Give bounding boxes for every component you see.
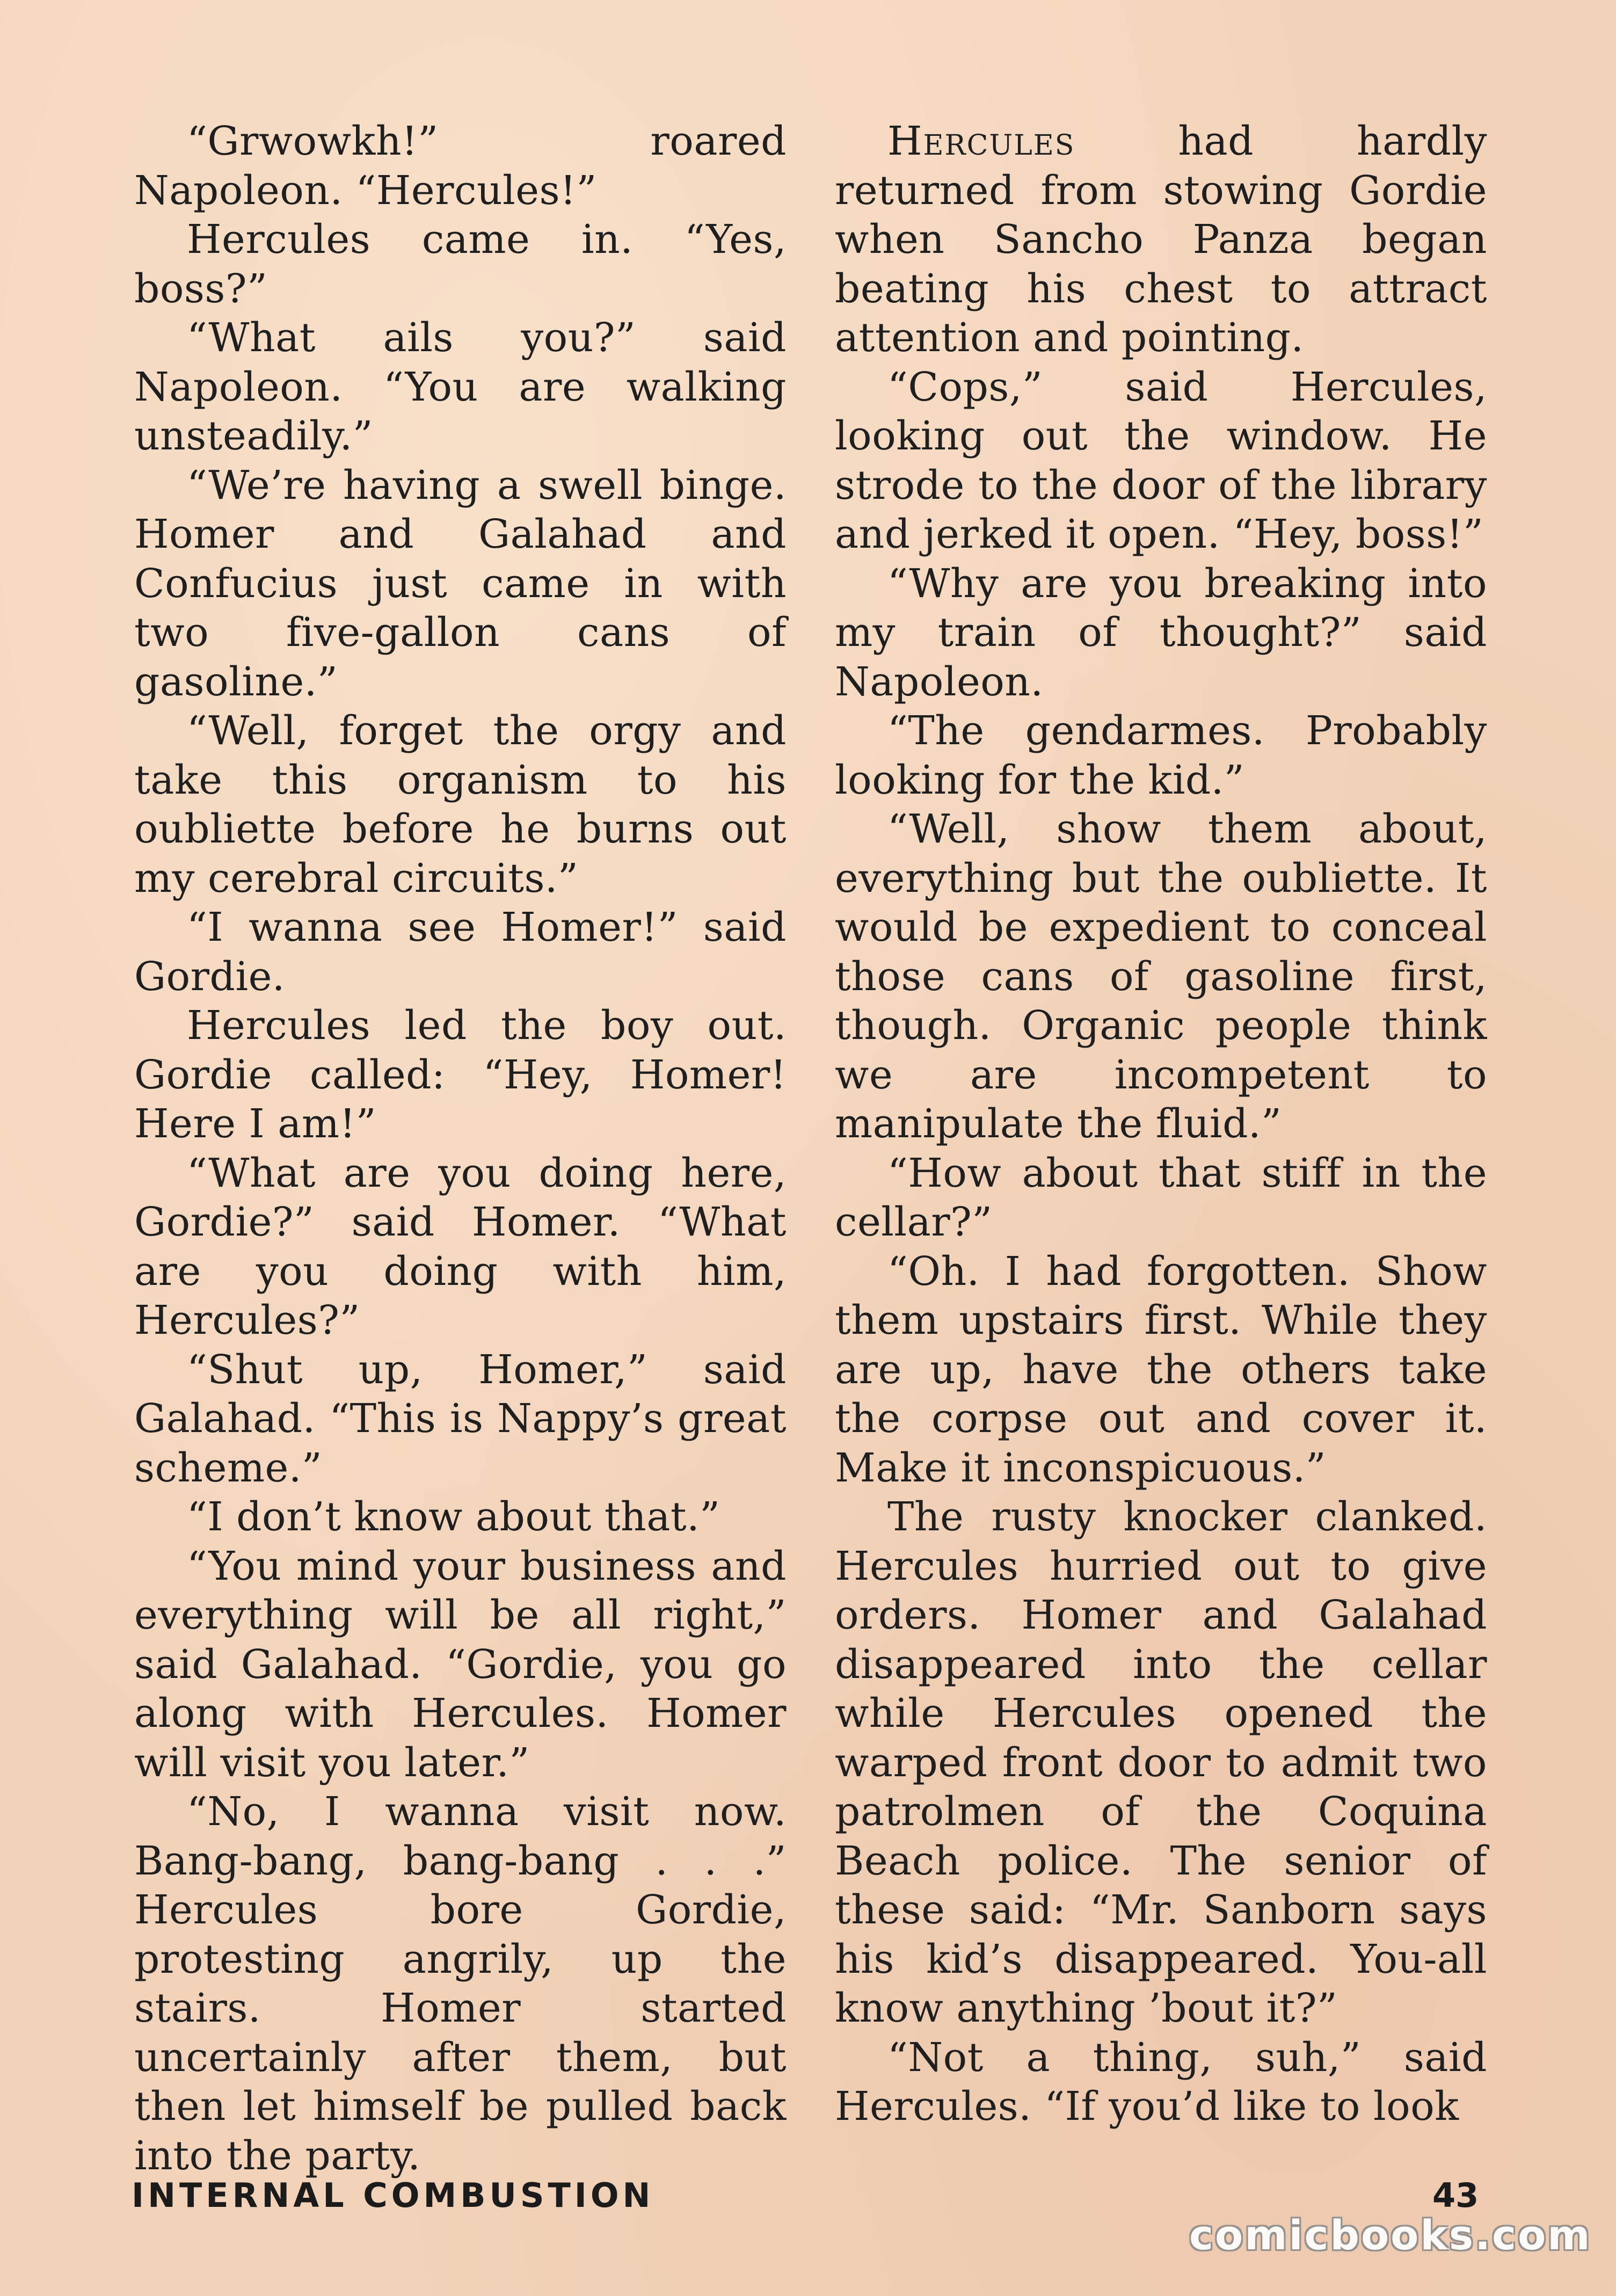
section-opening-paragraph [835, 117, 1487, 363]
paragraph: Hercules came in. “Yes, boss?” [134, 216, 787, 312]
paragraph: “The gendarmes. Probably looking for the kid.” [835, 708, 1487, 803]
paragraph: “Well, show them about, everything but the oubliette. It would be expedient to conceal those cans of gasoline first, though. Organic people think we are incompetent to manipulate the fluid.” [835, 806, 1487, 1147]
paragraph: “We’re having a swell binge. Homer and Galahad and Confucius just came in with two five-gallon cans of gasoline.” [134, 462, 787, 705]
right-column [835, 117, 1487, 2132]
page-number: 43 [1432, 2176, 1479, 2215]
running-footer-title: INTERNAL COMBUSTION [132, 2176, 654, 2215]
paragraph: “I wanna see Homer!” said Gordie. [134, 904, 787, 1000]
paragraph: “Why are you breaking into my train of thought?” said Napoleon. [835, 560, 1487, 705]
paragraph: “I don’t know about that.” [187, 1494, 720, 1540]
paragraph: “Not a thing, suh,” said Hercules. “If you’d like to look [835, 2034, 1487, 2130]
paragraph: “You mind your business and everything will be all right,” said Galahad. “Gordie, you go along with Hercules. Homer will visit you later.” [134, 1543, 787, 1786]
section-lead-word: Hercules [887, 118, 1075, 164]
left-column [134, 117, 787, 2181]
paragraph: Hercules led the boy out. Gordie called: “Hey, Homer! Here I am!” [134, 1002, 787, 1147]
watermark: comicbooks.com [1189, 2211, 1592, 2259]
paragraph: “Well, forget the orgy and take this organism to his oubliette before he burns out my cerebral circuits.” [134, 708, 787, 902]
paragraph: “Oh. I had forgotten. Show them upstairs first. While they are up, have the others take the corpse out and cover it. Make it inconspicuous.” [835, 1248, 1487, 1491]
paragraph: “What are you doing here, Gordie?” said Homer. “What are you doing with him, Hercules?” [134, 1150, 787, 1343]
paragraph: “No, I wanna visit now. Bang-bang, bang-bang . . .” Hercules bore Gordie, protesting angrily, up the stairs. Homer started uncertainly after them, but then let himself be pulled back into the party. [134, 1789, 787, 2179]
paragraph: “Grwowkh!” roared Napoleon. “Hercules!” [134, 118, 787, 214]
paragraph-text: had hardly returned from stowing Gordie when Sancho Panza began beating his chest to attract attention and pointing. [835, 118, 1487, 361]
paragraph: “Shut up, Homer,” said Galahad. “This is Nappy’s great scheme.” [134, 1346, 787, 1491]
paragraph: The rusty knocker clanked. Hercules hurried out to give orders. Homer and Galahad disappeared into the cellar while Hercules opened the warped front door to admit two patrolmen of the Coquina Beach police. The senior of these said: “Mr. Sanborn says his kid’s disappeared. You-all know anything ’bout it?” [835, 1494, 1487, 2031]
paragraph: “What ails you?” said Napoleon. “You are walking unsteadily.” [134, 315, 787, 459]
paragraph: “How about that stiff in the cellar?” [835, 1150, 1487, 1245]
paragraph: “Cops,” said Hercules, looking out the window. He strode to the door of the library and jerked it open. “Hey, boss!” [835, 364, 1487, 557]
